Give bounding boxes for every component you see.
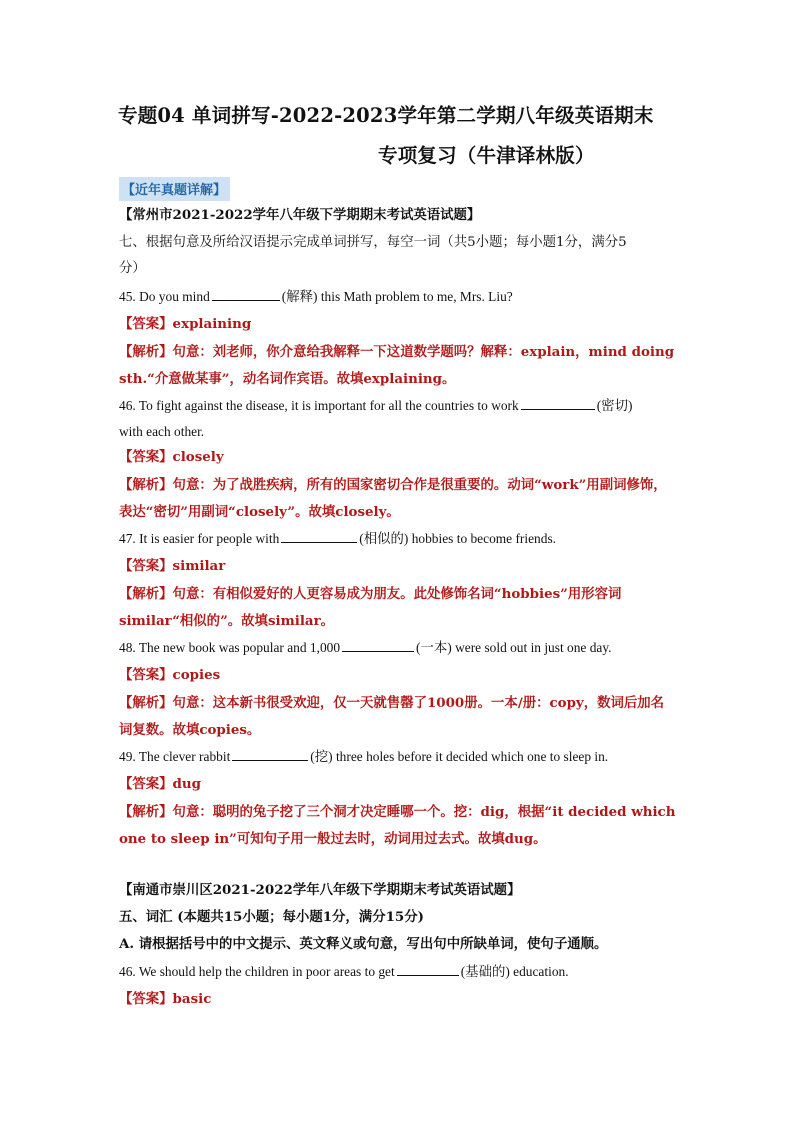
question-text: 45. Do you mind [119,289,210,304]
question-text: 49. The clever rabbit [119,749,231,764]
answer: 【答案】explaining [119,316,252,332]
answer: 【答案】closely [119,449,224,465]
question-47 [119,529,679,549]
explanation: 【解析】句意：有相似爱好的人更容易成为朋友。此处修饰名词“hobbies”用形容词 [119,586,622,602]
answer: 【答案】dug [119,776,202,792]
question-text: (解释) this Math problem to me, Mrs. Liu? [281,289,513,304]
page-title: 专题04 单词拼写-2022-2023学年第二学期八年级英语期末 [118,104,654,127]
question-text: 46. We should help the children in poor areas to get [119,964,395,979]
answer-blank [212,288,280,301]
explanation: similar“相似的”。故填similar。 [119,613,335,629]
question-text: 46. To fight against the disease, it is important for all the countries to work [119,398,519,413]
explanation: 【解析】句意：刘老师，你介意给我解释一下这道数学题吗？解释：explain，mind doing [119,344,675,360]
question-45 [119,287,679,307]
explanation: 词复数。故填copies。 [119,722,261,738]
instruction: A. 请根据括号中的中文提示、英文释义或句意，写出句中所缺单词，使句子通顺。 [119,936,608,952]
instruction: 七、根据句意及所给汉语提示完成单词拼写，每空一词（共5小题；每小题1分，满分5 [119,235,627,250]
question-49 [119,747,679,767]
instruction: 分） [119,261,146,276]
question-text: 47. It is easier for people with [119,531,280,546]
question-text: 48. The new book was popular and 1,000 [119,640,341,655]
page-subtitle: 专项复习（牛津译林版） [378,144,595,167]
answer-blank [342,639,414,652]
explanation: 【解析】句意：为了战胜疾病，所有的国家密切合作是很重要的。动词“work”用副词修饰， [119,477,667,493]
answer-blank [521,397,595,410]
answer-blank [232,748,308,761]
answer: 【答案】similar [119,558,226,574]
explanation: sth.“介意做某事”，动名词作宾语。故填explaining。 [119,371,456,387]
question-46b [119,962,679,982]
question-text: (挖) three holes before it decided which one to sleep in. [310,749,609,764]
exam-source: 【常州市2021-2022学年八年级下学期期末考试英语试题】 [119,207,481,223]
question-text: (基础的) education. [460,964,569,979]
exam-source: 【南通市崇川区2021-2022学年八年级下学期期末考试英语试题】 [119,882,521,898]
question-text: with each other. [119,424,205,439]
explanation: one to sleep in”可知句子用一般过去时，动词用过去式。故填dug。 [119,831,547,847]
explanation: 表达“密切”用副词“closely”。故填closely。 [119,504,400,520]
section-tag: 【近年真题详解】 [119,177,230,201]
question-text: (一本) were sold out in just one day. [416,640,612,655]
answer: 【答案】basic [119,991,212,1007]
answer-blank [397,963,459,976]
question-text: (密切) [596,398,633,413]
question-46 [119,396,679,416]
instruction: 五、词汇 (本题共15小题；每小题1分，满分15分) [119,909,424,925]
explanation: 【解析】句意：这本新书很受欢迎，仅一天就售罄了1000册。一本/册：copy，数词后加名 [119,695,665,711]
answer-blank [281,530,357,543]
answer: 【答案】copies [119,667,221,683]
question-48 [119,638,679,658]
question-text: (相似的) hobbies to become friends. [359,531,557,546]
explanation: 【解析】句意：聪明的兔子挖了三个洞才决定睡哪一个。挖：dig，根据“it decided which [119,804,676,820]
